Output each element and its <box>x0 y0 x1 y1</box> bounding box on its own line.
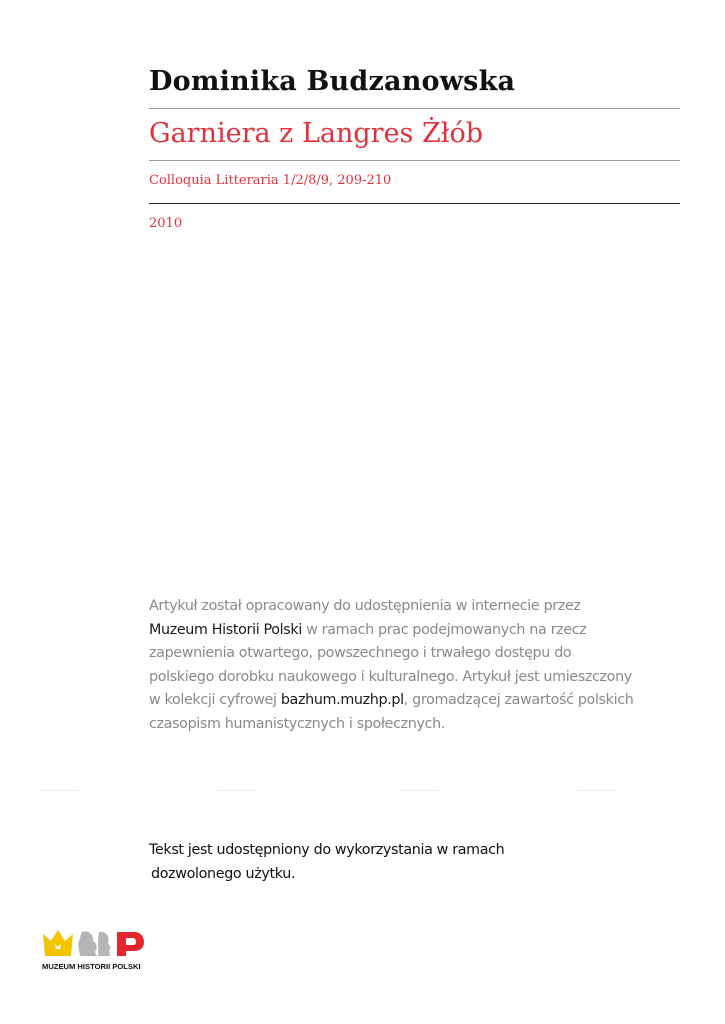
license-line-1: Tekst jest udostępniony do wykorzystania w ramach <box>149 842 505 858</box>
faint-mark <box>38 790 78 791</box>
notice-line-1: Artykuł został opracowany do udostępnienia w internecie przez <box>149 598 581 614</box>
notice-line-5 <box>149 689 679 713</box>
divider-bottom <box>149 203 680 204</box>
bazhum-link[interactable]: bazhum.muzhp.pl <box>280 692 404 709</box>
faint-mark <box>398 790 438 791</box>
journal-citation: Colloquia Litteraria 1/2/8/9, 209-210 <box>149 173 392 188</box>
faint-mark <box>578 790 618 791</box>
museum-name-link[interactable]: Muzeum Historii Polski <box>149 621 302 638</box>
crown-icon <box>43 930 73 956</box>
logo-caption: MUZEUM HISTORII POLSKI <box>42 962 141 971</box>
repository-notice <box>149 595 679 737</box>
article-title: Garniera z Langres Żłób <box>149 118 484 149</box>
notice-line-6: czasopism humanistycznych i społecznych. <box>149 715 446 732</box>
notice-line-3: zapewnienia otwartego, powszechnego i trwałego dostępu do <box>149 645 572 662</box>
p-letter-icon <box>117 932 144 956</box>
faint-mark <box>218 790 258 791</box>
publication-year: 2010 <box>149 216 183 231</box>
divider-top <box>149 108 680 109</box>
profile-figure-icon <box>78 932 97 956</box>
divider-middle <box>149 160 680 161</box>
notice-line-5-rest: , gromadzącej zawartość polskich <box>403 692 634 709</box>
notice-line-2 <box>149 619 679 643</box>
notice-line-4: polskiego dorobku naukowego i kulturalnego. Artykuł jest umieszczony <box>149 668 632 685</box>
notice-line-5-pre: w kolekcji cyfrowej <box>149 692 281 709</box>
notice-line-2-rest: w ramach prac podejmowanych na rzecz <box>301 621 587 638</box>
author-name: Dominika Budzanowska <box>149 66 516 97</box>
license-line-2: dozwolonego użytku. <box>151 865 296 882</box>
license-notice <box>149 839 504 886</box>
